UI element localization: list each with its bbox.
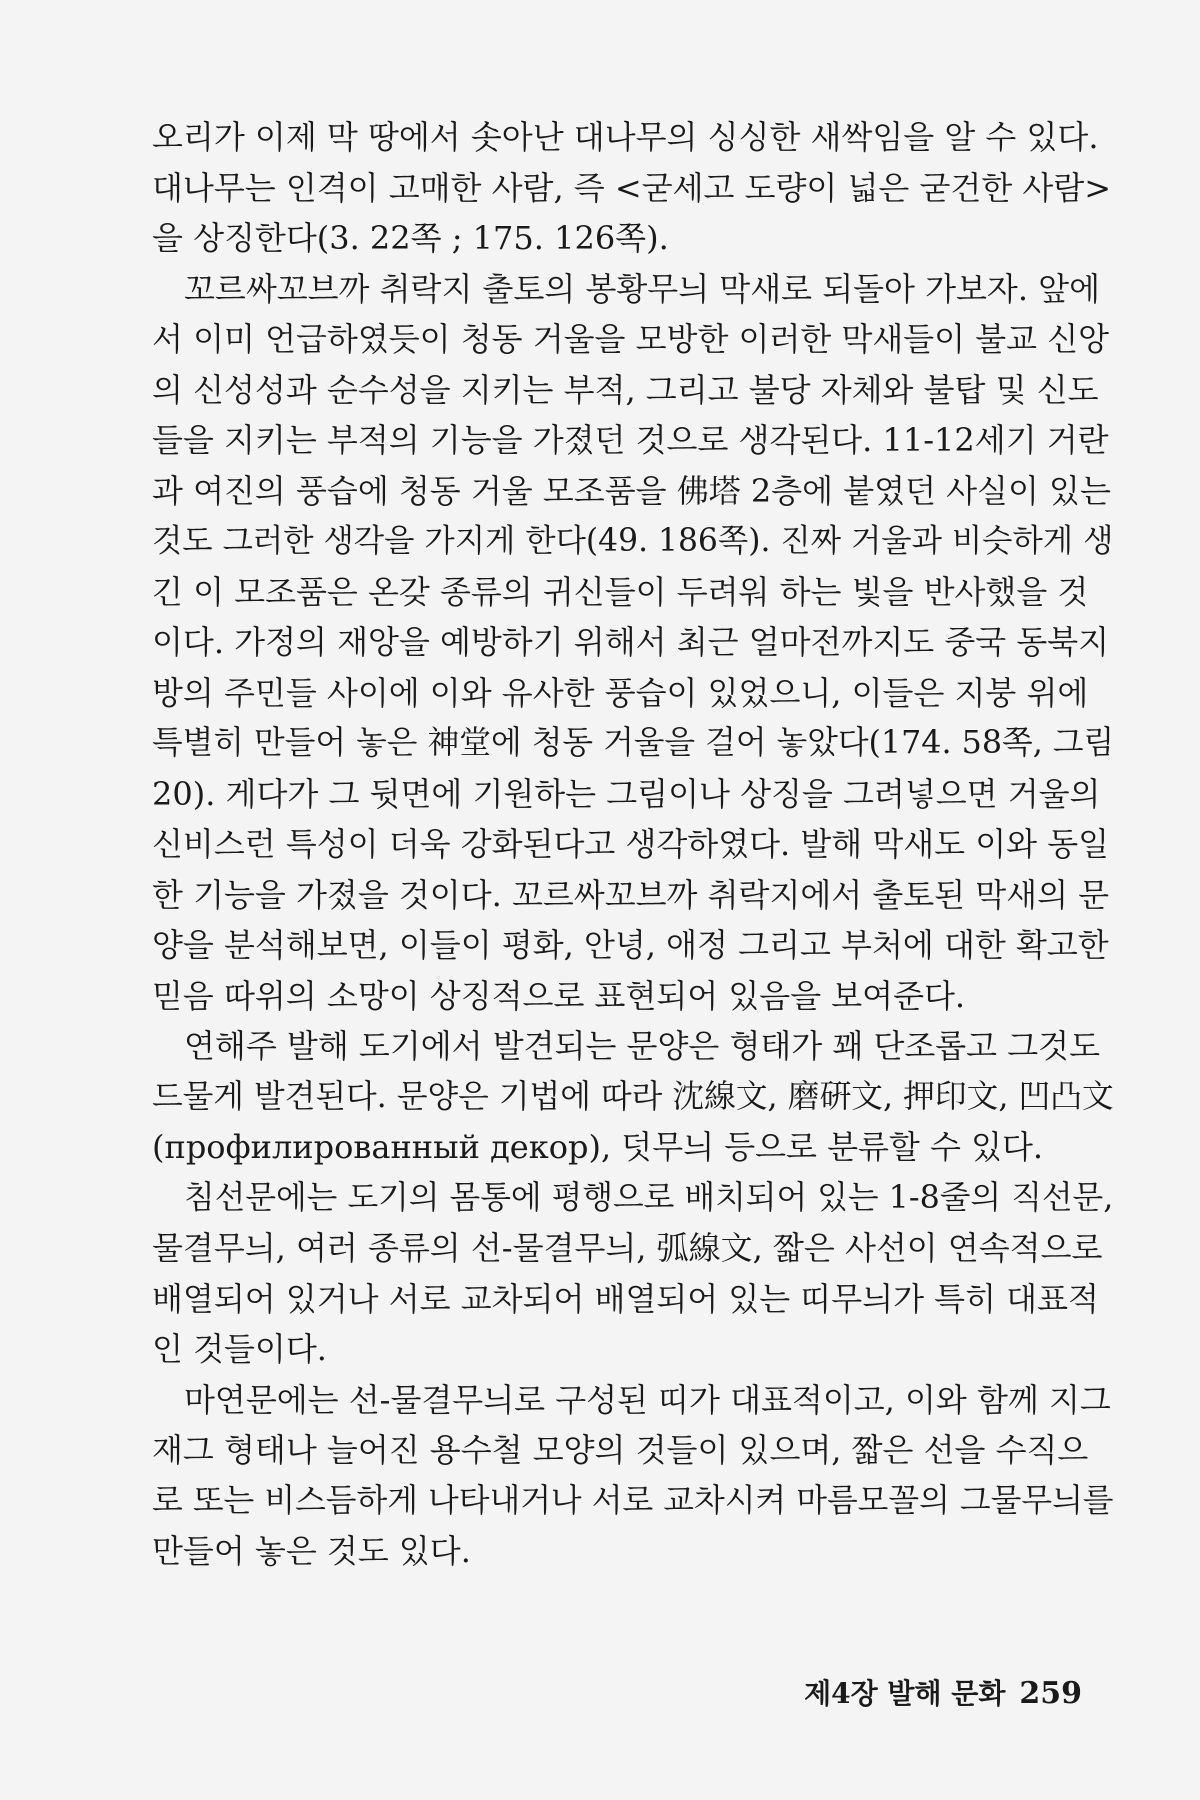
chapter-title: 제4장 발해 문화 xyxy=(804,1677,1006,1710)
page-footer xyxy=(804,1672,1082,1712)
text-line: 한 기능을 가졌을 것이다. 꼬르싸꼬브까 취락지에서 출토된 막새의 문 xyxy=(152,875,1110,914)
text-line: 신비스런 특성이 더욱 강화된다고 생각하였다. 발해 막새도 이와 동일 xyxy=(152,825,1110,863)
text-line: 로 또는 비스듬하게 나타내거나 서로 교차시켜 마름모꼴의 그물무늬를 xyxy=(152,1481,1114,1519)
text-line: 긴 이 모조품은 온갖 종류의 귀신들이 두려워 하는 빛을 반사했을 것 xyxy=(152,572,1089,611)
text-line: 특별히 만들어 놓은 神堂에 청동 거울을 걸어 놓았다(174. 58쪽, 그림 xyxy=(152,725,1115,761)
page-number: 259 xyxy=(1019,1676,1082,1711)
text-line: 물결무늬, 여러 종류의 선-물결무늬, 弧線文, 짧은 사선이 연속적으로 xyxy=(152,1229,1103,1267)
text-line: 드물게 발견된다. 문양은 기법에 따라 沈線文, 磨硏文, 押印文, 凹凸文 xyxy=(152,1078,1114,1115)
text-line: 마연문에는 선-물결무늬로 구성된 띠가 대표적이고, 이와 함께 지그 xyxy=(184,1380,1111,1419)
text-line: 방의 주민들 사이에 이와 유사한 풍습이 있었으니, 이들은 지붕 위에 xyxy=(152,673,1089,712)
text-line: 의 신성성과 순수성을 지키는 부적, 그리고 불당 자체와 불탑 및 신도 xyxy=(152,370,1099,409)
text-line: 대나무는 인격이 고매한 사람, 즉 <굳세고 도량이 넓은 굳건한 사람> xyxy=(152,168,1112,207)
text-line: 만들어 놓은 것도 있다. xyxy=(152,1532,471,1570)
text-line: 배열되어 있거나 서로 교차되어 배열되어 있는 띠무늬가 특히 대표적 xyxy=(152,1279,1099,1318)
text-line: 꼬르싸꼬브까 취락지 출토의 봉황무늬 막새로 되돌아 가보자. 앞에 xyxy=(184,269,1101,308)
text-line: 재그 형태나 늘어진 용수철 모양의 것들이 있으며, 짧은 선을 수직으 xyxy=(152,1431,1089,1469)
text-line: 들을 지키는 부적의 기능을 가졌던 것으로 생각된다. 11-12세기 거란 xyxy=(152,421,1109,459)
text-line: 을 상징한다(3. 22쪽 ; 175. 126쪽). xyxy=(152,219,669,257)
text-line: 이다. 가정의 재앙을 예방하기 위해서 최근 얼마전까지도 중국 동북지 xyxy=(152,623,1110,661)
text-line: 서 이미 언급하였듯이 청동 거울을 모방한 이러한 막새들이 불교 신앙 xyxy=(152,320,1110,358)
body-text xyxy=(152,112,1114,1577)
text-line: 오리가 이제 막 땅에서 솟아난 대나무의 싱싱한 새싹임을 알 수 있다. xyxy=(152,118,1099,156)
text-line: 양을 분석해보면, 이들이 평화, 안녕, 애정 그리고 부처에 대한 확고한 xyxy=(152,926,1109,964)
text-line: 과 여진의 풍습에 청동 거울 모조품을 佛塔 2층에 붙였던 사실이 있는 xyxy=(152,471,1111,510)
text-line: (профилированный декор), 덧무늬 등으로 분류할 수 있다. xyxy=(152,1128,1044,1166)
text-line: 20). 게다가 그 뒷면에 기원하는 그림이나 상징을 그려넣으면 거울의 xyxy=(152,774,1101,813)
text-line: 인 것들이다. xyxy=(152,1330,327,1368)
text-line: 연해주 발해 도기에서 발견되는 문양은 형태가 꽤 단조롭고 그것도 xyxy=(184,1027,1101,1065)
text-line: 침선문에는 도기의 몸통에 평행으로 배치되어 있는 1-8줄의 직선문, xyxy=(184,1179,1114,1216)
text-line: 믿음 따위의 소망이 상징적으로 표현되어 있음을 보여준다. xyxy=(152,976,966,1015)
text-line: 것도 그러한 생각을 가지게 한다(49. 186쪽). 진짜 거울과 비슷하게 생 xyxy=(152,523,1114,559)
